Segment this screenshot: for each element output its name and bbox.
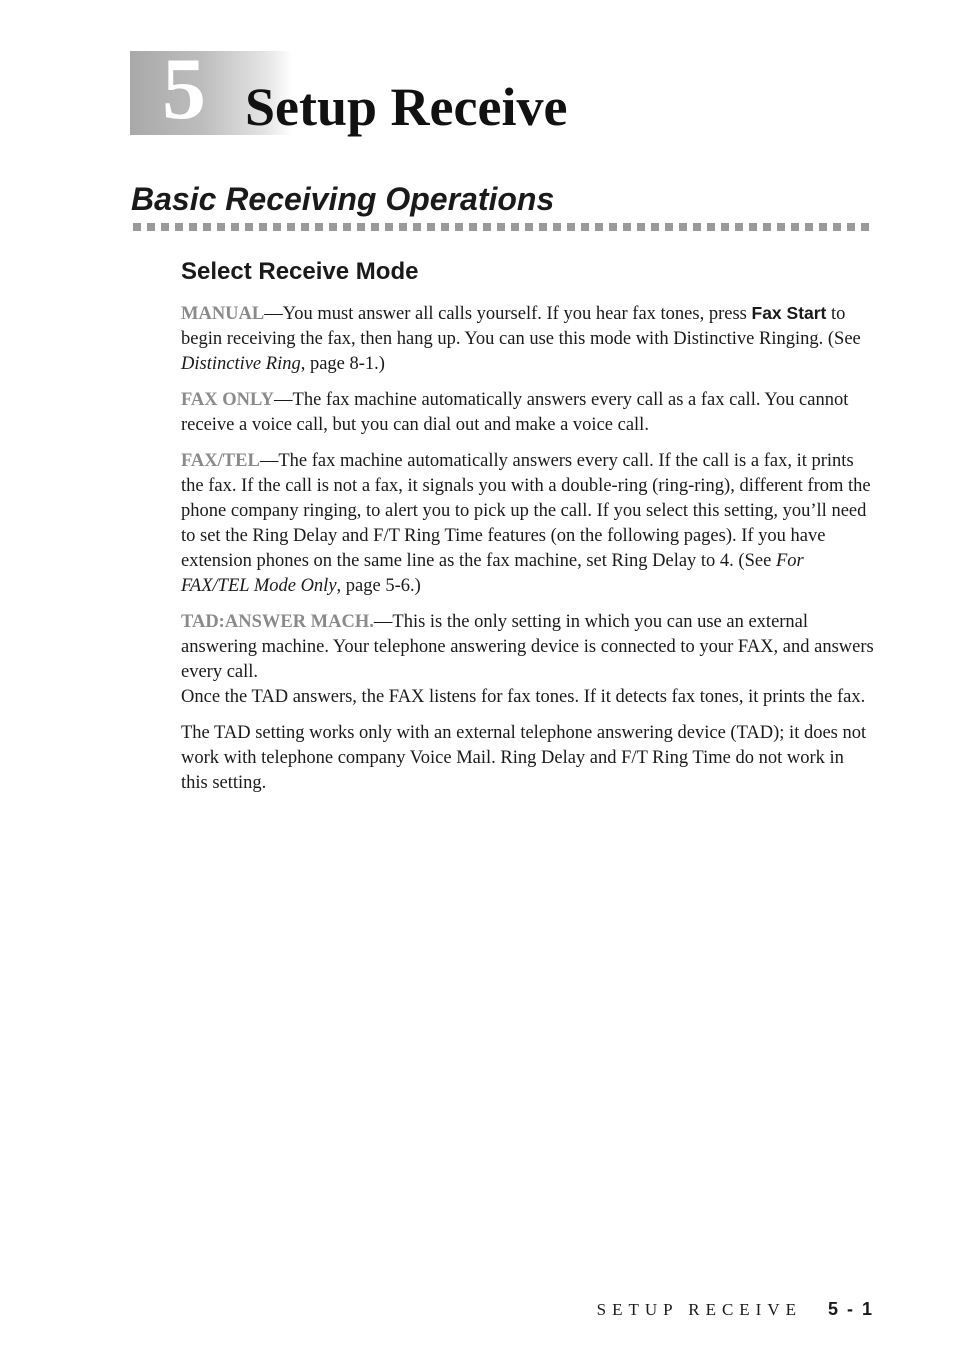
- subsection-title: Select Receive Mode: [181, 258, 419, 285]
- fax-tel-text-2: , page 5-6.): [336, 576, 421, 596]
- reference-fax-tel-mode: For FAX/TEL Mode Only: [181, 551, 804, 596]
- footer-chapter-label: SETUP RECEIVE: [596, 1300, 802, 1319]
- tad-text-2: Once the TAD answers, the FAX listens for fax tones. If it detects fax tones, it prints the fax.: [181, 687, 866, 707]
- mode-term-fax-tel: FAX/TEL: [181, 451, 260, 471]
- mode-term-manual: MANUAL: [181, 304, 265, 324]
- paragraph-fax-tel: [181, 449, 875, 599]
- fax-only-text: —The fax machine automatically answers every call as a fax call. You cannot receive a voice call, but you can dial out and make a voice call.: [181, 390, 849, 435]
- section-divider: [133, 223, 873, 231]
- fax-tel-text-1: —The fax machine automatically answers every call. If the call is a fax, it prints the fax. If the call is not a fax, it signals you with a double-ring (ring-ring), different from the phone company ringing, to alert you to pick up the call. If you select this setting, you’ll need to set the Ring Delay and F/T Ring Time features (on the following pages). If you have extension phones on the same line as the fax machine, set Ring Delay to 4. (See: [181, 451, 871, 571]
- mode-term-fax-only: FAX ONLY: [181, 390, 275, 410]
- paragraph-tad: [181, 610, 875, 710]
- key-fax-start: Fax Start: [751, 303, 827, 323]
- paragraph-fax-only: [181, 388, 875, 438]
- footer-page-number: 5 - 1: [827, 1299, 874, 1319]
- chapter-title: Setup Receive: [245, 77, 568, 137]
- manual-text-2: to begin receiving the fax, then hang up. You can use this mode with Distinctive Ringing. (See: [181, 304, 861, 349]
- tad-text-1: —This is the only setting in which you can use an external answering machine. Your telephone answering device is connected to your FAX, and answers every call.: [181, 612, 874, 682]
- reference-distinctive-ring: Distinctive Ring: [181, 354, 301, 374]
- manual-text-1: —You must answer all calls yourself. If you hear fax tones, press: [264, 304, 752, 324]
- manual-text-3: , page 8-1.): [300, 354, 385, 374]
- section-title: Basic Receiving Operations: [131, 181, 555, 217]
- paragraph-tad-note: The TAD setting works only with an external telephone answering device (TAD); it does not work with telephone company Voice Mail. Ring Delay and F/T Ring Time do not work in this setting.: [181, 723, 867, 793]
- chapter-number: 5: [162, 41, 206, 138]
- body-text: [181, 301, 875, 807]
- mode-term-tad: TAD:ANSWER MACH.: [181, 612, 374, 632]
- paragraph-manual: [181, 301, 875, 377]
